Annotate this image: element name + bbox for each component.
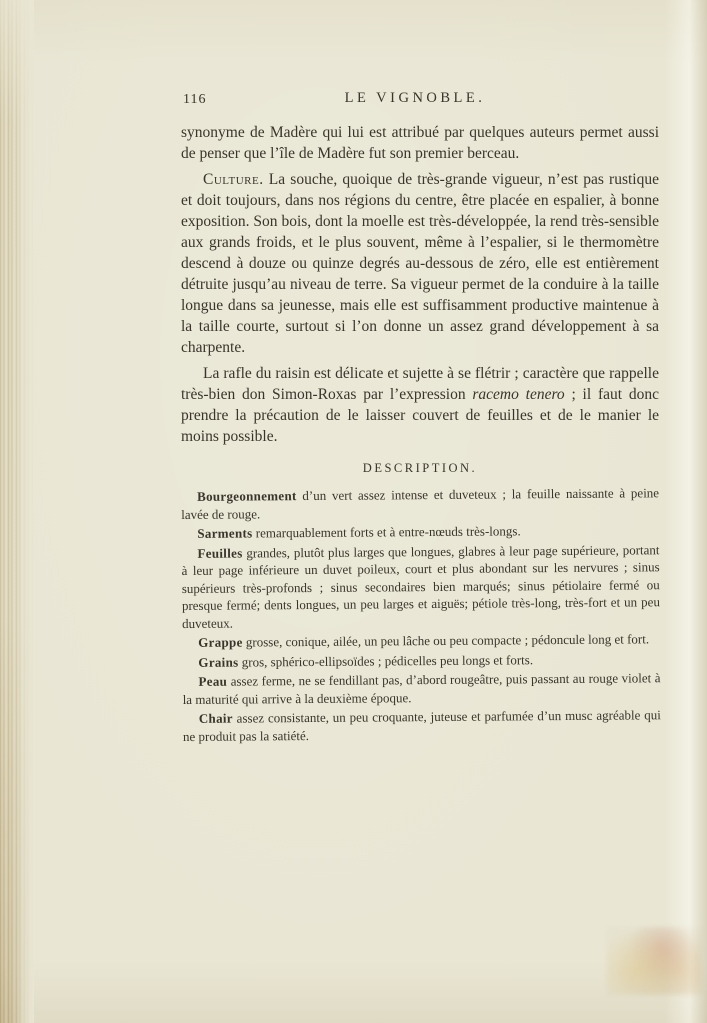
- term-bourgeonnement: Bourgeonnement: [197, 488, 297, 504]
- description-section: [181, 484, 661, 745]
- text-chair: assez consistante, un peu croquante, juteuse et parfumée d’un musc agréable qui ne produit pas la satiété.: [182, 707, 661, 744]
- text-sarments: remarquablement forts et à entre-nœuds très-longs.: [252, 523, 521, 541]
- culture-text: La souche, quoique de très-grande vigueur, n’est pas rustique et doit toujours, dans nos régions du centre, être placée en espalier, à bonne exposition. Son bois, dont la moelle est très-développée, la rend très-sensible aux grands froids, et le plus souvent, même à l’espalier, si le thermomètre descend à douze ou quinze degrés au-dessous de zéro, elle est entièrement détruite jusqu’au niveau de terre. Sa vigueur permet de la conduire à la taille longue dans sa jeunesse, mais elle est suffisamment productive maintenue à la taille courte, surtout si l’on donne un assez grand développement à sa charpente.: [181, 171, 659, 356]
- running-title: LE VIGNOBLE.: [344, 90, 486, 106]
- paragraph-intro-text: synonyme de Madère qui lui est attribué par quelques auteurs permet aussi de penser que l’île de Madère fut son premier berceau.: [181, 124, 659, 162]
- book-binding-edge: [0, 0, 34, 1023]
- text-peau: assez ferme, ne se fendillant pas, d’abord rougeâtre, puis passant au rouge violet à la maturité qui arrive à la deuxième époque.: [182, 670, 661, 707]
- text-feuilles: grandes, plutôt plus larges que longues, glabres à leur page supérieure, portant à leur page inférieure un duvet poileux, court et plus abondant sur les nervures ; sinus supérieurs très-profonds ; sinus secondaires bien marqués; sinus pétiolaire fermé ou presque fermé; dents longues, un peu larges et aiguës; pétiole très-long, très-fort et un peu duveteux.: [181, 541, 660, 631]
- term-grains: Grains: [198, 654, 239, 670]
- description-heading: DESCRIPTION.: [362, 461, 478, 475]
- description-item-peau: [182, 669, 660, 708]
- text-grains: gros, sphérico-ellipsoïdes ; pédicelles peu longs et forts.: [238, 651, 534, 670]
- description-item-grains: [182, 650, 660, 671]
- paragraph-culture: [181, 169, 659, 358]
- term-peau: Peau: [198, 673, 228, 689]
- rafle-italic-term: racemo tenero: [472, 386, 565, 403]
- rafle-text-2: ; il faut donc prendre la précaution de le laisser couvert de feuilles et de le manier le moins possible.: [181, 386, 659, 445]
- description-item-bourgeonnement: [181, 484, 659, 523]
- description-item-grappe: [182, 630, 660, 651]
- term-sarments: Sarments: [197, 525, 253, 541]
- page-header: [181, 90, 659, 110]
- rafle-text-1: La rafle du raisin est délicate et sujette à se flétrir ; caractère que rappelle très-bien don Simon-Roxas par l’expression: [181, 365, 659, 403]
- description-item-feuilles: [181, 541, 660, 632]
- term-feuilles: Feuilles: [197, 545, 243, 561]
- text-bourgeonnement: d’un vert assez intense et duveteux ; la feuille naissante à peine lavée de rouge.: [181, 485, 660, 522]
- description-item-sarments: [181, 521, 659, 542]
- description-item-chair: [183, 706, 661, 745]
- page-number: 116: [183, 92, 207, 107]
- paragraph-intro: [181, 122, 659, 164]
- term-grappe: Grappe: [198, 634, 243, 650]
- term-chair: Chair: [198, 710, 233, 726]
- paragraph-rafle: [181, 363, 659, 447]
- page-content: [181, 90, 659, 747]
- corner-stamp-watermark: [606, 927, 702, 995]
- text-grappe: grosse, conique, ailée, un peu lâche ou peu compacte ; pédoncule long et fort.: [242, 631, 650, 650]
- culture-label: Culture.: [203, 171, 264, 188]
